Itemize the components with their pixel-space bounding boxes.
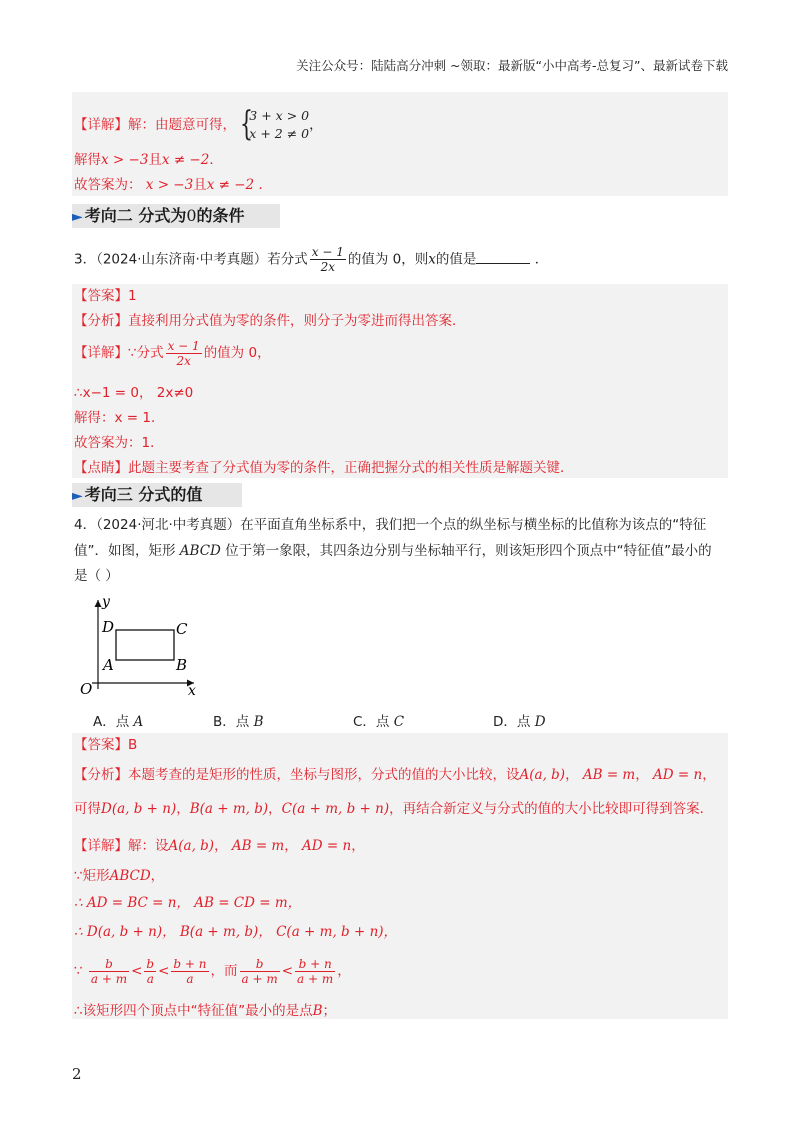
q4-step-1: ∵矩形ABCD， — [74, 868, 165, 884]
analysis-label: 【分析】 — [74, 767, 128, 783]
answer-label: 【答案】 — [74, 288, 128, 304]
q3-var: x — [428, 251, 436, 268]
point-d-label: D — [102, 618, 115, 636]
point-a-label: A — [103, 656, 114, 674]
option-a[interactable]: A．点 A — [93, 714, 144, 730]
point-c-label: C — [176, 620, 188, 638]
prev-solve-line — [74, 150, 223, 170]
q4-step-2: ∴ AD = BC = n， AB = CD = m， — [74, 895, 302, 911]
q3-detail-fraction: $\frac{x - 1}{2x}$ — [167, 338, 200, 368]
q4-detail-pt: A(a, b) — [168, 838, 215, 854]
q3-comment: 此题主要考查了分式值为零的条件，正确把握分式的相关性质是解题关键． — [128, 460, 574, 476]
comment-label: 【点睛】 — [74, 460, 128, 476]
q4-text-line-2b: 位于第一象限，其四条边分别与坐标轴平行，则该矩形四个顶点中“特征值”最小的 — [225, 543, 712, 559]
analysis-label: 【分析】 — [74, 313, 128, 329]
q3-analysis-line — [74, 311, 466, 331]
q3-text-a: 若分式 — [267, 251, 308, 268]
origin-label: O — [80, 680, 93, 698]
q4-step-5: ∴该矩形四个顶点中“特征值”最小的是点B； — [74, 1003, 336, 1019]
solve-mid: 且 — [148, 152, 162, 168]
section-2-title: 考向二 分式为 — [84, 206, 187, 225]
section-3-title: 考向三 分式的值 — [84, 485, 203, 504]
option-d[interactable]: D．点 D — [493, 714, 546, 730]
section-heading-3: ► 考向三 分式的值 — [72, 483, 242, 507]
ans-prefix: 故答案为： — [74, 177, 142, 193]
q3-detail-a: ∵分式 — [128, 345, 164, 361]
solve-b: x ≠ −2 — [161, 152, 210, 168]
q3-fraction: $\frac{x - 1}{2x}$ — [311, 245, 344, 274]
q3-answer: 1 — [128, 288, 137, 304]
system-suffix: ， — [309, 117, 323, 133]
q3-answer-line — [74, 286, 137, 306]
q3-text-b: 的值为 0，则 — [347, 251, 429, 268]
answer-label: 【答案】 — [74, 737, 128, 753]
ans-mid: 且 — [193, 177, 207, 193]
x-label: x — [188, 683, 196, 699]
q3-stem — [74, 245, 548, 274]
detail-label: 【详解】 — [74, 345, 128, 361]
prev-answer-line — [74, 175, 272, 195]
q4-analysis-a: 本题考查的是矩形的性质，坐标与图形，分式的值的大小比较，设 — [128, 767, 520, 783]
q4-analysis-ad: AD = n — [653, 767, 703, 783]
q4-analysis-line-2: 可得D(a, b + n)，B(a + m, b)，C(a + m, b + n)，再结合新定义与分式的值的大小比较即可得到答案． — [74, 801, 714, 817]
ans-b: x ≠ −2 — [206, 177, 255, 193]
q4-stem-line-2 — [74, 541, 712, 561]
page-header: 关注公众号：陆陆高分冲刺 ~领取：最新版“小中高考-总复习”、最新试卷下载 — [296, 58, 728, 73]
q4-source: （2024·河北·中考真题） — [96, 517, 241, 533]
system-line-2: x + 2 ≠ 0 — [249, 126, 310, 141]
q4-text-line-1: 在平面直角坐标系中，我们把一个点的纵坐标与横坐标的比值称为该点的“特征 — [240, 517, 707, 533]
q4-stem-line-1 — [74, 515, 706, 535]
rectangle-abcd — [116, 630, 174, 660]
q3-step-1: ∴x−1 = 0， 2x≠0 — [74, 385, 194, 401]
point-b-label: B — [176, 656, 188, 674]
coordinate-figure — [72, 592, 212, 702]
system-line-1: 3 + x > 0 — [249, 108, 310, 123]
page-number: 2 — [72, 1065, 82, 1083]
q4-analysis-pt: A(a, b) — [519, 767, 566, 783]
q4-stem-line-3: 是（ ） — [74, 568, 119, 584]
q4-analysis-c-point: C(a + m, b + n) — [281, 801, 390, 817]
q3-text-d: ． — [534, 251, 549, 268]
solve-suffix: ． — [209, 152, 223, 168]
detail-label: 【详解】 — [74, 838, 128, 854]
solve-a: x > −3 — [101, 152, 149, 168]
option-c[interactable]: C．点 C — [353, 714, 405, 730]
q3-comment-line — [74, 458, 574, 478]
q3-source: （2024·山东济南·中考真题） — [96, 251, 268, 268]
q3-step-3: 故答案为：1． — [74, 435, 164, 451]
q4-analysis-d-point: D(a, b + n) — [101, 801, 177, 817]
detail-text: 解：由题意可得， — [128, 117, 236, 133]
q4-detail-line: 【详解】解：设A(a, b)， AB = m， AD = n， — [74, 838, 365, 854]
q4-analysis-line-1: 【分析】本题考查的是矩形的性质，坐标与图形，分式的值的大小比较，设A(a, b)， AB = m， AD = n， — [74, 767, 716, 783]
q3-number: 3． — [74, 251, 97, 268]
section-heading-2: ► 考向二 分式为0的条件 — [72, 204, 280, 228]
ans-a: x > −3 — [145, 177, 194, 193]
q3-text-c: 的值是 — [435, 251, 477, 268]
detail-label: 【详解】 — [74, 117, 128, 133]
q4-answer: B — [128, 737, 138, 753]
q3-detail-line — [74, 336, 271, 370]
q3-detail-b: 的值为 0， — [203, 345, 271, 361]
q4-step-3: ∴ D(a, b + n)， B(a + m, b)， C(a + m, b + n)， — [74, 924, 398, 940]
q3-step-2: 解得：x = 1． — [74, 410, 165, 426]
y-label: y — [102, 594, 110, 610]
prev-detail-line — [74, 104, 323, 144]
section-2-tail: 的条件 — [196, 206, 245, 225]
section-2-zero: 0 — [186, 206, 197, 225]
solve-prefix: 解得 — [74, 152, 101, 168]
option-b[interactable]: B．点 B — [213, 714, 264, 730]
q4-text-line-2a: 值”．如图，矩形 — [74, 543, 176, 559]
q3-analysis: 直接利用分式值为零的条件，则分子为零进而得出答案． — [128, 313, 466, 329]
q4-step-4: ∵ $\frac{b}{a + m}$ < $\frac{b}{a}$ < $\frac{b + n}{a}$ ，而 $\frac{b}{a + m}$ < $\frac{b + n}{a + m}$ ， — [74, 956, 351, 986]
ans-suffix: ． — [258, 177, 272, 193]
inequality-system: { 3 + x > 0 x + 2 ≠ 0 — [240, 104, 310, 144]
q4-number: 4． — [74, 517, 97, 533]
q4-rect-name: ABCD — [179, 543, 221, 559]
q4-analysis-b-point: B(a + m, b) — [189, 801, 269, 817]
q4-analysis-ab: AB = m — [582, 767, 636, 783]
q4-answer-line — [74, 735, 137, 755]
answer-blank — [476, 251, 530, 264]
